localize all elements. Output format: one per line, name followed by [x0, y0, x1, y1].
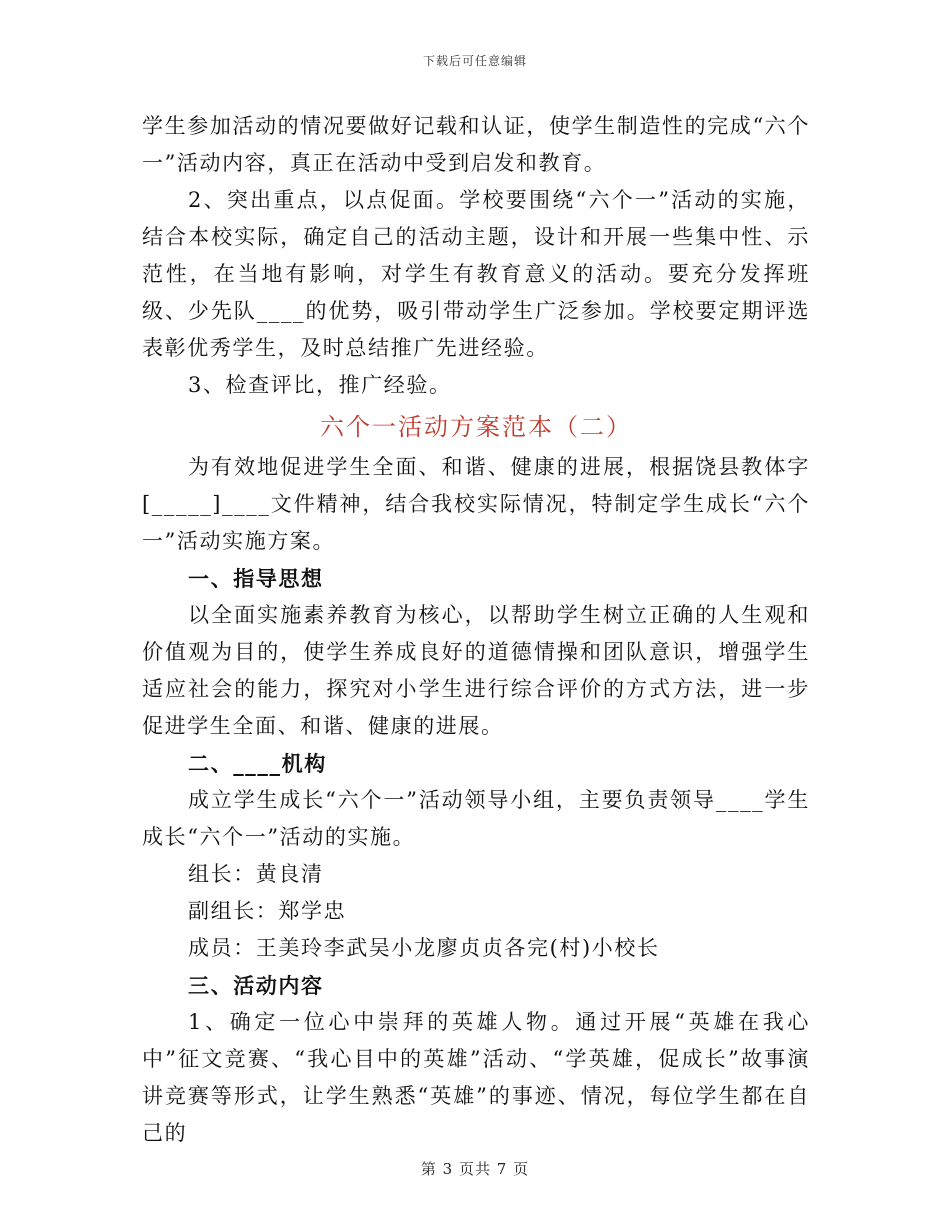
paragraph-focus-points: 2、突出重点，以点促面。学校要围绕“六个一”活动的实施，结合本校实际，确定自己的活动主题，设计和开展一些集中性、示范性，在当地有影响，对学生有教育意义的活动。要充分发挥班级、少先队____的优势，吸引带动学生广泛参加。学校要定期评选表彰优秀学生，及时总结推广先进经验。	[142, 188, 810, 360]
paragraph-guiding-thought: 以全面实施素养教育为核心，以帮助学生树立正确的人生观和价值观为目的，使学生养成良好的道德情操和团队意识，增强学生适应社会的能力，探究对小学生进行综合评价的方式方法，进一步促进学生全面、和谐、健康的进展。	[142, 603, 810, 738]
paragraph-leader: 组长：黄良清	[188, 862, 324, 886]
paragraph-deputy-leader: 副组长：郑学忠	[188, 899, 347, 923]
heading-activity-content: 三、活动内容	[188, 973, 324, 998]
paragraph-continued: 学生参加活动的情况要做好记载和认证，使学生制造性的完成“六个一”活动内容，真正在活动中受到启发和教育。	[142, 114, 810, 175]
section-title: 六个一活动方案范本（二）	[320, 413, 632, 441]
heading-guiding-thought: 一、指导思想	[188, 566, 324, 591]
document-body	[142, 108, 810, 1152]
paragraph-intro: 为有效地促进学生全面、和谐、健康的进展，根据饶县教体字[_____]____文件精神，结合我校实际情况，特制定学生成长“六个一”活动实施方案。	[142, 455, 810, 553]
paragraph-inspection: 3、检查评比，推广经验。	[188, 373, 452, 397]
heading-organization: 二、____机构	[188, 751, 327, 776]
paragraph-organization: 成立学生成长“六个一”活动领导小组，主要负责领导____学生成长“六个一”活动的实施。	[142, 788, 810, 849]
paragraph-activity-one: 1、确定一位心中崇拜的英雄人物。通过开展“英雄在我心中”征文竞赛、“我心目中的英雄”活动、“学英雄，促成长”故事演讲竞赛等形式，让学生熟悉“英雄”的事迹、情况，每位学生都在自己的	[142, 1010, 810, 1145]
page-number: 第 3 页共 7 页	[420, 1160, 530, 1178]
paragraph-members: 成员：王美玲李武吴小龙廖贞贞各完(村)小校长	[188, 936, 660, 960]
header-note: 下载后可任意编辑	[422, 54, 527, 68]
